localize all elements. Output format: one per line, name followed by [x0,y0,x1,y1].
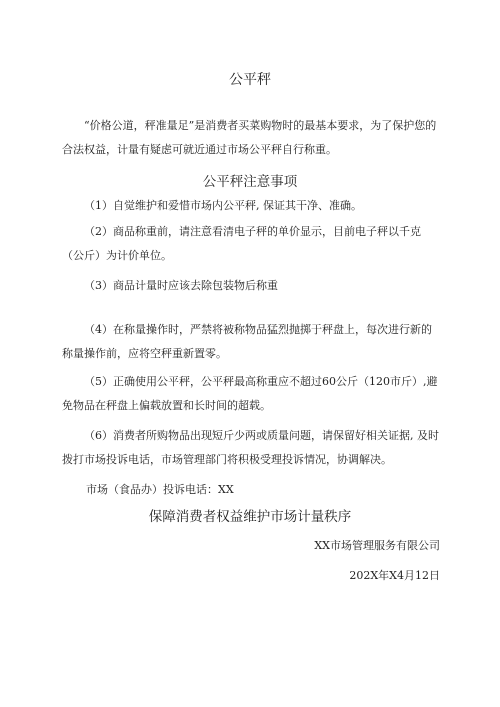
issuer-name: XX市场管理服务有限公司 [314,539,440,552]
notice-heading: 公平秤注意事项 [202,174,298,190]
document-title: 公平秤 [229,72,271,88]
slogan: 保障消费者权益维护市场计量秩序 [148,509,352,525]
notice-item-5: （5）正确使用公平秤，公平秤最高称重应不超过60公斤（120市斤）,避免物品在秤盘上偏载放置和长时间的超载。 [62,375,438,412]
issue-date: 202X年X4月12日 [349,569,440,582]
complaint-phone-line: 市场（食品办）投诉电话：XX [86,483,234,496]
notice-item-1: （1）自觉维护和爱惜市场内公平秤, 保证其干净、准确。 [84,199,362,212]
notice-item-3: （3）商品计量时应该去除包装物后称重 [84,279,278,292]
notice-item-6: （6）消费者所购物品出现短斤少两或质量问题，请保留好相关证据, 及时拨打市场投诉电话，市场管理部门将积极受理投诉情况，协调解决。 [62,429,439,466]
intro-paragraph: “价格公道，秤准量足”是消费者买菜购物时的最基本要求，为了保护您的合法权益，计量有疑虑可就近通过市场公平秤自行称重。 [62,119,437,156]
notice-item-4: （4）在称量操作时，严禁将被称物品猛烈抛掷于秤盘上，每次进行新的称量操作前，应将空秤重新置零。 [62,323,432,360]
notice-item-2: （2）商品称重前，请注意看清电子秤的单价显示，目前电子秤以千克（公斤）为计价单位。 [62,225,421,262]
